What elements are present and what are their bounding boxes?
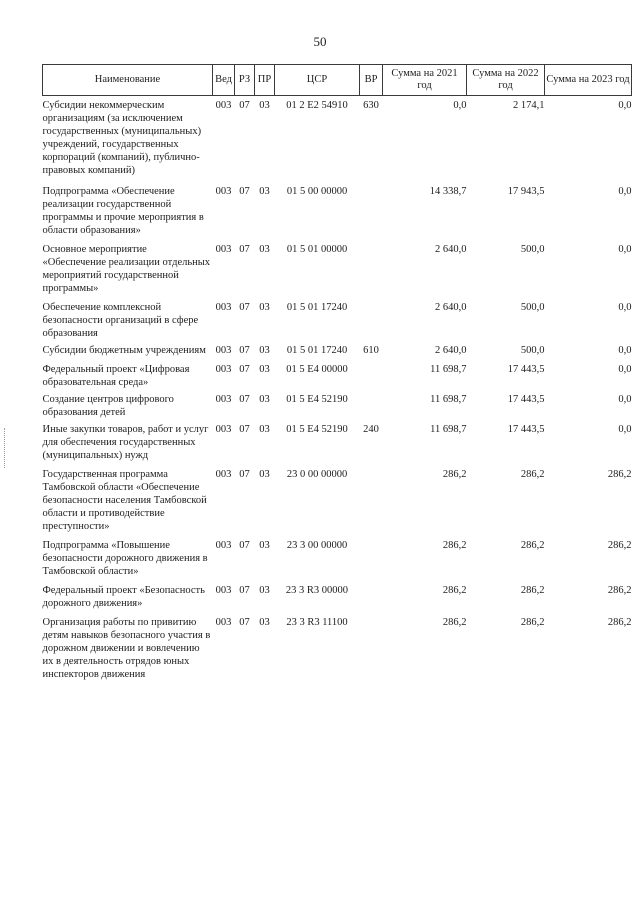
row-pr: 03 — [259, 186, 270, 197]
row-sum-2022: 17 943,5 — [507, 186, 545, 197]
row-sum-2021: 11 698,7 — [430, 394, 467, 405]
row-sum-2021: 14 338,7 — [429, 186, 467, 197]
row-csr: 01 5 01 00000 — [286, 244, 348, 255]
row-rz: 07 — [239, 186, 250, 197]
row-csr: 01 5 01 17240 — [286, 345, 348, 356]
row-sum-2023: 0,0 — [618, 364, 632, 375]
row-pr: 03 — [259, 617, 270, 628]
row-vr — [360, 468, 383, 539]
row-sum-2022: 286,2 — [520, 585, 545, 596]
row-sum-2021: 2 640,0 — [435, 244, 467, 255]
table-body — [43, 96, 632, 682]
row-sum-2021: 286,2 — [442, 469, 467, 480]
row-vr — [360, 301, 383, 344]
row-name: Федеральный проект «Цифровая образовательная среда» — [42, 364, 190, 388]
row-rz: 07 — [239, 394, 250, 405]
row-rz: 07 — [239, 540, 250, 551]
row-pr: 03 — [259, 364, 270, 375]
row-sum-2022: 17 443,5 — [507, 394, 545, 405]
row-sum-2021: 286,2 — [442, 540, 467, 551]
table-row — [43, 539, 632, 584]
table-row — [43, 423, 632, 468]
row-sum-2023: 0,0 — [618, 244, 632, 255]
row-pr: 03 — [259, 345, 270, 356]
row-csr: 01 5 E4 00000 — [286, 364, 348, 375]
row-name: Иные закупки товаров, работ и услуг для обеспечения государственных (муниципальных) нужд — [42, 424, 209, 461]
row-rz: 07 — [239, 302, 250, 313]
row-sum-2022: 500,0 — [520, 345, 545, 356]
row-csr: 01 5 E4 52190 — [286, 424, 348, 435]
row-ved: 003 — [215, 469, 232, 480]
row-rz: 07 — [239, 100, 250, 111]
row-name: Субсидии некоммерческим организациям (за исключением государственных (муниципальных) учреждений, государственных корпораций (компаний), публично-правовых компаний) — [42, 100, 202, 176]
table-row — [43, 243, 632, 301]
row-name: Обеспечение комплексной безопасности организаций в сфере образования — [42, 302, 199, 339]
row-vr: 630 — [363, 100, 379, 111]
row-vr: 240 — [363, 424, 379, 435]
row-pr: 03 — [259, 394, 270, 405]
row-sum-2023: 0,0 — [618, 394, 632, 405]
row-csr: 23 3 00 00000 — [286, 540, 348, 551]
row-rz: 07 — [239, 345, 250, 356]
header-sum-2022: Сумма на 2022 год — [467, 65, 545, 96]
row-ved: 003 — [215, 244, 232, 255]
row-sum-2022: 286,2 — [520, 540, 545, 551]
row-csr: 01 5 00 00000 — [286, 186, 348, 197]
row-ved: 003 — [215, 302, 232, 313]
row-name: Федеральный проект «Безопасность дорожного движения» — [42, 585, 205, 609]
row-vr — [360, 616, 383, 681]
row-sum-2023: 0,0 — [618, 424, 632, 435]
row-sum-2023: 286,2 — [607, 540, 632, 551]
row-name: Организация работы по привитию детям навыков безопасного участия в дорожном движении и вовлечению их в деятельность отрядов юных инспекторов движения — [42, 617, 211, 680]
table-row — [43, 616, 632, 681]
header-ved: Вед — [213, 65, 235, 96]
row-sum-2023: 286,2 — [607, 617, 632, 628]
row-pr: 03 — [259, 469, 270, 480]
row-rz: 07 — [239, 364, 250, 375]
header-csr: ЦСР — [275, 65, 360, 96]
row-pr: 03 — [259, 424, 270, 435]
row-csr: 01 5 E4 52190 — [286, 394, 348, 405]
row-rz: 07 — [239, 585, 250, 596]
header-pr: ПР — [255, 65, 275, 96]
row-csr: 23 0 00 00000 — [286, 469, 348, 480]
row-sum-2023: 0,0 — [618, 100, 632, 111]
row-sum-2023: 0,0 — [618, 302, 632, 313]
row-sum-2021: 286,2 — [442, 585, 467, 596]
row-pr: 03 — [259, 100, 270, 111]
row-sum-2023: 0,0 — [618, 186, 632, 197]
page-number: 50 — [313, 34, 327, 49]
table-row — [43, 393, 632, 423]
row-csr: 23 3 R3 11100 — [286, 617, 348, 628]
row-sum-2023: 0,0 — [618, 345, 632, 356]
header-vr: ВР — [360, 65, 383, 96]
header-sum-2021: Сумма на 2021 год — [383, 65, 467, 96]
table-row — [43, 584, 632, 616]
row-ved: 003 — [215, 617, 232, 628]
row-vr — [360, 243, 383, 301]
header-row — [43, 65, 632, 96]
row-vr — [360, 363, 383, 393]
row-sum-2021: 0,0 — [453, 100, 467, 111]
row-vr — [360, 185, 383, 243]
row-ved: 003 — [215, 345, 232, 356]
row-sum-2021: 2 640,0 — [435, 302, 467, 313]
table-row — [43, 301, 632, 344]
row-vr — [360, 539, 383, 584]
row-csr: 23 3 R3 00000 — [285, 585, 349, 596]
row-sum-2022: 500,0 — [520, 244, 545, 255]
table-row — [43, 468, 632, 539]
row-sum-2023: 286,2 — [607, 585, 632, 596]
row-sum-2022: 500,0 — [520, 302, 545, 313]
row-sum-2021: 2 640,0 — [435, 345, 467, 356]
row-pr: 03 — [259, 244, 270, 255]
row-rz: 07 — [239, 424, 250, 435]
row-csr: 01 2 E2 54910 — [286, 100, 348, 111]
row-ved: 003 — [215, 100, 232, 111]
row-rz: 07 — [239, 244, 250, 255]
header-name: Наименование — [43, 65, 213, 96]
row-name: Создание центров цифрового образования детей — [42, 394, 174, 418]
row-pr: 03 — [259, 302, 270, 313]
row-sum-2021: 11 698,7 — [430, 424, 467, 435]
row-name: Субсидии бюджетным учреждениям — [42, 345, 206, 356]
row-vr — [360, 393, 383, 423]
row-sum-2023: 286,2 — [607, 469, 632, 480]
table-row — [43, 344, 632, 363]
budget-table — [42, 64, 632, 681]
row-csr: 01 5 01 17240 — [286, 302, 348, 313]
row-sum-2022: 286,2 — [520, 617, 545, 628]
row-ved: 003 — [215, 424, 232, 435]
row-sum-2022: 2 174,1 — [513, 100, 545, 111]
header-rz: РЗ — [235, 65, 255, 96]
row-sum-2022: 286,2 — [520, 469, 545, 480]
row-sum-2021: 286,2 — [442, 617, 467, 628]
row-sum-2022: 17 443,5 — [507, 364, 545, 375]
row-ved: 003 — [215, 186, 232, 197]
table-row — [43, 363, 632, 393]
row-pr: 03 — [259, 540, 270, 551]
table-row — [43, 185, 632, 243]
row-ved: 003 — [215, 585, 232, 596]
row-sum-2021: 11 698,7 — [430, 364, 467, 375]
row-ved: 003 — [215, 394, 232, 405]
row-vr: 610 — [363, 345, 379, 356]
row-sum-2022: 17 443,5 — [507, 424, 545, 435]
row-ved: 003 — [215, 540, 232, 551]
row-name: Государственная программа Тамбовской области «Обеспечение безопасности населения Тамбовской области и противодействие преступности» — [42, 469, 207, 532]
row-name: Подпрограмма «Повышение безопасности дорожного движения в Тамбовской области» — [42, 540, 208, 577]
header-sum-2023: Сумма на 2023 год — [545, 65, 632, 96]
row-ved: 003 — [215, 364, 232, 375]
row-pr: 03 — [259, 585, 270, 596]
row-rz: 07 — [239, 469, 250, 480]
margin-mark — [4, 428, 7, 468]
row-name: Основное мероприятие «Обеспечение реализации отдельных мероприятий государственной программы» — [42, 244, 211, 294]
row-name: Подпрограмма «Обеспечение реализации государственной программы и прочие мероприятия в области образования» — [42, 186, 204, 236]
row-rz: 07 — [239, 617, 250, 628]
table-row — [43, 96, 632, 186]
row-vr — [360, 584, 383, 616]
